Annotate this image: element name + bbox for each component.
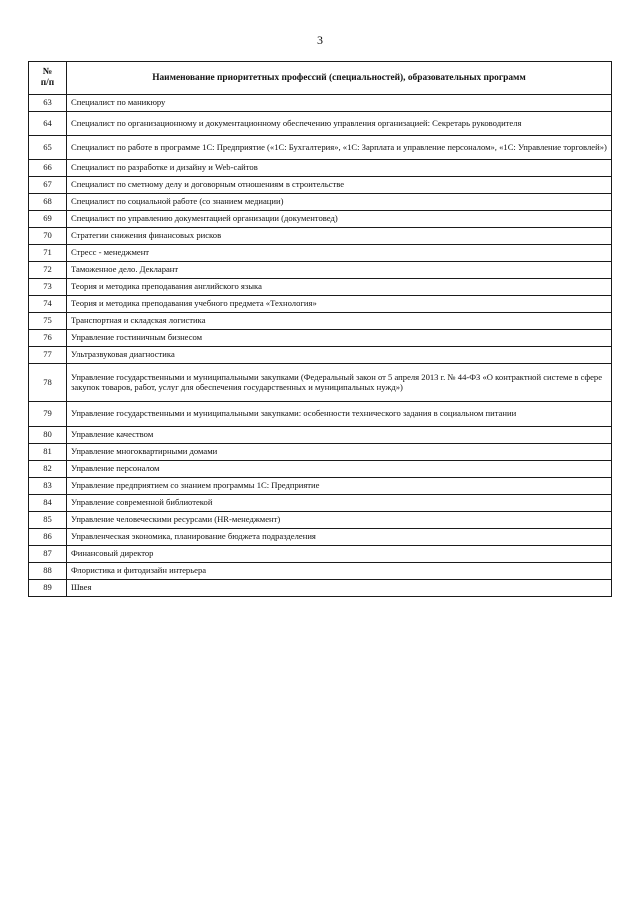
- program-name: Специалист по маникюру: [67, 95, 612, 112]
- row-number: 84: [29, 495, 67, 512]
- row-number: 89: [29, 580, 67, 597]
- table-row: [29, 580, 612, 597]
- table-row: [29, 279, 612, 296]
- table-row: [29, 95, 612, 112]
- table-row: [29, 512, 612, 529]
- row-number: 69: [29, 211, 67, 228]
- row-number: 68: [29, 194, 67, 211]
- table-row: [29, 364, 612, 402]
- program-name: Управление предприятием со знанием программы 1С: Предприятие: [67, 478, 612, 495]
- table-row: [29, 495, 612, 512]
- table-row: [29, 296, 612, 313]
- page-number: 3: [317, 33, 323, 47]
- row-number: 83: [29, 478, 67, 495]
- table-row: [29, 245, 612, 262]
- row-number: 64: [29, 112, 67, 136]
- program-name: Управление государственными и муниципальными закупками: особенности технического задания в социальном питании: [67, 402, 612, 427]
- row-number: 77: [29, 347, 67, 364]
- row-number: 63: [29, 95, 67, 112]
- program-name: Управление многоквартирными домами: [67, 444, 612, 461]
- row-number: 66: [29, 160, 67, 177]
- program-name: Управление персоналом: [67, 461, 612, 478]
- program-name: Специалист по социальной работе (со знанием медиации): [67, 194, 612, 211]
- row-number: 88: [29, 563, 67, 580]
- program-name: Финансовый директор: [67, 546, 612, 563]
- row-number: 67: [29, 177, 67, 194]
- table-row: [29, 160, 612, 177]
- table-row: [29, 177, 612, 194]
- row-number: 87: [29, 546, 67, 563]
- table-row: [29, 194, 612, 211]
- table-header-row: [29, 62, 612, 95]
- table-row: [29, 313, 612, 330]
- table-row: [29, 444, 612, 461]
- program-name: Специалист по сметному делу и договорным отношениям в строительстве: [67, 177, 612, 194]
- program-name: Управление государственными и муниципальными закупками (Федеральный закон от 5 апреля 2013 г. № 44-ФЗ «О контрактной системе в сфере закупок товаров, работ, услуг для обеспечения государственных и муниципальных нужд»): [67, 364, 612, 402]
- program-name: Швея: [67, 580, 612, 597]
- program-name: Специалист по разработке и дизайну и Web-сайтов: [67, 160, 612, 177]
- table-row: [29, 427, 612, 444]
- row-number: 65: [29, 136, 67, 160]
- table-row: [29, 211, 612, 228]
- program-name: Теория и методика преподавания учебного предмета «Технология»: [67, 296, 612, 313]
- row-number: 79: [29, 402, 67, 427]
- column-header-name: Наименование приоритетных профессий (специальностей), образовательных программ: [67, 62, 612, 95]
- row-number: 71: [29, 245, 67, 262]
- table-row: [29, 112, 612, 136]
- table-row: [29, 529, 612, 546]
- table-body: [29, 95, 612, 597]
- program-name: Ультразвуковая диагностика: [67, 347, 612, 364]
- program-name: Флористика и фитодизайн интерьера: [67, 563, 612, 580]
- program-name: Специалист по работе в программе 1С: Предприятие («1С: Бухгалтерия», «1С: Зарплата и управление персоналом», «1С: Управление торговлей»): [67, 136, 612, 160]
- row-number: 86: [29, 529, 67, 546]
- program-name: Стресс - менеджмент: [67, 245, 612, 262]
- program-name: Управленческая экономика, планирование бюджета подразделения: [67, 529, 612, 546]
- row-number: 80: [29, 427, 67, 444]
- program-name: Стратегии снижения финансовых рисков: [67, 228, 612, 245]
- row-number: 74: [29, 296, 67, 313]
- row-number: 76: [29, 330, 67, 347]
- table-row: [29, 478, 612, 495]
- program-name: Таможенное дело. Декларант: [67, 262, 612, 279]
- row-number: 73: [29, 279, 67, 296]
- program-name: Управление современной библиотекой: [67, 495, 612, 512]
- table-row: [29, 563, 612, 580]
- program-name: Управление качеством: [67, 427, 612, 444]
- program-name: Транспортная и складская логистика: [67, 313, 612, 330]
- table-row: [29, 546, 612, 563]
- table-row: [29, 330, 612, 347]
- row-number: 70: [29, 228, 67, 245]
- row-number: 78: [29, 364, 67, 402]
- table-row: [29, 228, 612, 245]
- program-name: Управление человеческими ресурсами (HR-менеджмент): [67, 512, 612, 529]
- program-name: Теория и методика преподавания английского языка: [67, 279, 612, 296]
- row-number: 75: [29, 313, 67, 330]
- table-row: [29, 347, 612, 364]
- table-row: [29, 461, 612, 478]
- program-name: Специалист по управлению документацией организации (документовед): [67, 211, 612, 228]
- row-number: 72: [29, 262, 67, 279]
- column-header-number: № п/п: [29, 62, 67, 95]
- table-row: [29, 262, 612, 279]
- row-number: 82: [29, 461, 67, 478]
- row-number: 81: [29, 444, 67, 461]
- table-row: [29, 136, 612, 160]
- row-number: 85: [29, 512, 67, 529]
- table-row: [29, 402, 612, 427]
- program-name: Управление гостиничным бизнесом: [67, 330, 612, 347]
- program-name: Специалист по организационному и документационному обеспечению управления организацией: Секретарь руководителя: [67, 112, 612, 136]
- programs-table: [28, 61, 612, 597]
